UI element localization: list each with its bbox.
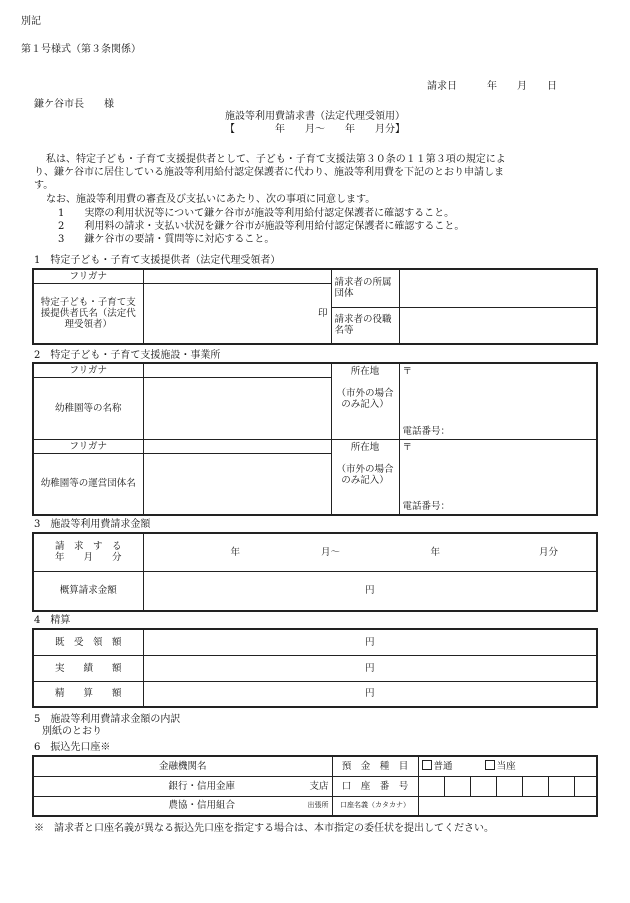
request-date: 請求日 年 月 日 <box>427 81 557 92</box>
seal-mark: 印 <box>317 307 328 319</box>
estimate-amount-label: 概算請求金額 <box>33 571 143 611</box>
facility-postal-mark: 〒 <box>402 366 413 377</box>
intro-line-1: 私は、特定子ども・子育て支援提供者として、子ども・子育て支援法第３０条の１１第３項の規定によ <box>46 154 506 165</box>
claim-period-label: 請 求 す る 年 月 分 <box>33 533 143 571</box>
section-4-heading: 4 精算 <box>34 615 71 626</box>
account-digit-2[interactable] <box>444 776 470 796</box>
operator-name-field[interactable] <box>143 453 331 515</box>
facility-name-label: 幼稚園等の名称 <box>33 377 143 439</box>
current-option-label: 当座 <box>496 761 516 773</box>
form-period: 【 年 月～ 年 月分】 <box>225 124 405 135</box>
section-5-heading: 5 施設等利用費請求金額の内訳 <box>34 714 181 725</box>
section-3-heading: 3 施設等利用費請求金額 <box>34 519 151 530</box>
consent-item-2: 2 利用料の請求・支払い状況を鎌ケ谷市が施設等利用給付認定保護者に確認すること。 <box>58 221 465 232</box>
bank-name-label: 金融機関名 <box>33 756 332 776</box>
received-amount-label: 既 受 領 額 <box>33 629 143 655</box>
settle-amount-field[interactable] <box>143 681 597 707</box>
regular-checkbox[interactable] <box>422 760 432 770</box>
claim-to-month[interactable]: 月分 <box>443 533 597 571</box>
yen-unit: 円 <box>364 662 375 674</box>
provider-name-label: 特定子ども・子育て支援提供者氏名（法定代理受領者） <box>33 283 143 344</box>
operator-furigana-label: フリガナ <box>33 439 143 453</box>
claim-amount-table <box>32 532 598 612</box>
branch-label: 支店 <box>309 780 329 792</box>
sub-branch-field[interactable] <box>238 796 332 816</box>
consent-item-1: 1 実際の利用状況等について鎌ケ谷市が施設等利用給付認定保護者に確認すること。 <box>58 208 455 219</box>
facility-furigana-field[interactable] <box>143 363 331 377</box>
account-number-label: 口 座 番 号 <box>332 776 418 796</box>
account-digit-3[interactable] <box>470 776 496 796</box>
consent-item-3: 3 鎌ケ谷市の要請・質問等に対応すること。 <box>58 234 275 245</box>
provider-table <box>32 268 598 345</box>
actual-amount-field[interactable] <box>143 655 597 681</box>
addressee: 鎌ケ谷市長 様 <box>34 99 114 110</box>
deposit-type-options <box>418 756 597 776</box>
settle-amount-label: 精 算 額 <box>33 681 143 707</box>
operator-furigana-field[interactable] <box>143 439 331 453</box>
account-digit-7[interactable] <box>574 776 597 796</box>
yen-unit: 円 <box>364 688 375 700</box>
deposit-type-label: 預 金 種 目 <box>332 756 418 776</box>
operator-postal-mark: 〒 <box>402 441 413 453</box>
facility-table <box>32 362 598 516</box>
requester-org-label: 請求者の所属団体 <box>331 269 399 307</box>
requester-org-field[interactable] <box>399 269 597 307</box>
requester-title-field[interactable] <box>399 307 597 344</box>
bank-name-field-2[interactable] <box>33 796 238 816</box>
operator-name-label: 幼稚園等の運営団体名 <box>33 453 143 515</box>
intro-line-2: り、鎌ケ谷市に居住している施設等利用給付認定保護者に代わり、施設等利用費を下記のとおり申請しま <box>34 167 504 178</box>
facility-address-field[interactable] <box>399 363 597 439</box>
provider-furigana-label: フリガナ <box>33 269 143 283</box>
form-number: 第１号様式（第３条関係） <box>21 44 141 55</box>
account-digit-5[interactable] <box>522 776 548 796</box>
claim-from-month[interactable]: 月～ <box>243 533 343 571</box>
sub-branch-label: 出張所 <box>307 801 329 810</box>
operator-phone-label: 電話番号： <box>402 501 451 512</box>
section-2-heading: 2 特定子ども・子育て支援施設・事業所 <box>34 350 221 361</box>
facility-furigana-label: フリガナ <box>33 363 143 377</box>
claim-to-year[interactable]: 年 <box>343 533 443 571</box>
account-digit-4[interactable] <box>496 776 522 796</box>
account-digit-1[interactable] <box>418 776 444 796</box>
facility-phone-label: 電話番号： <box>402 425 451 437</box>
requester-title-label: 請求者の役職名等 <box>331 307 399 344</box>
bank-type-2: 農協・信用組合 <box>168 800 235 812</box>
current-checkbox[interactable] <box>485 760 495 770</box>
facility-name-field[interactable] <box>143 377 331 439</box>
section-6-heading: 6 振込先口座※ <box>34 742 111 753</box>
section-5-note: 別紙のとおり <box>42 726 102 737</box>
yen-unit: 円 <box>364 585 375 597</box>
provider-furigana-field[interactable] <box>143 269 331 283</box>
claim-from-year[interactable]: 年 <box>143 533 243 571</box>
form-title: 施設等利用費請求書（法定代理受領用） <box>225 111 405 122</box>
section-1-heading: 1 特定子ども・子育て支援提供者（法定代理受領者） <box>34 255 281 266</box>
footnote: ※ 請求者と口座名義が異なる振込先口座を指定する場合は、本市指定の委任状を提出してください。 <box>34 823 494 834</box>
intro-consent: なお、施設等利用費の審査及び支払いにあたり、次の事項に同意します。 <box>46 194 376 205</box>
yen-unit: 円 <box>364 636 375 648</box>
bank-type-1: 銀行・信用金庫 <box>168 780 235 792</box>
received-amount-field[interactable] <box>143 629 597 655</box>
account-name-field[interactable] <box>418 796 597 816</box>
operator-address-label: 所在地 （市外の場合のみ記入） <box>331 439 399 515</box>
provider-name-field[interactable] <box>143 283 331 344</box>
intro-line-3: す。 <box>34 180 54 191</box>
bank-name-field[interactable] <box>33 776 238 796</box>
facility-address-label: 所在地 （市外の場合のみ記入） <box>331 363 399 439</box>
bank-account-table <box>32 755 598 817</box>
regular-option-label: 普通 <box>433 761 453 773</box>
estimate-amount-field[interactable] <box>143 571 597 611</box>
branch-name-field[interactable] <box>238 776 332 796</box>
actual-amount-label: 実 績 額 <box>33 655 143 681</box>
settlement-table <box>32 628 598 708</box>
operator-address-field[interactable] <box>399 439 597 515</box>
account-name-label: 口座名義（カタカナ） <box>332 796 418 816</box>
account-digit-6[interactable] <box>548 776 574 796</box>
annex-label: 別記 <box>21 16 41 27</box>
